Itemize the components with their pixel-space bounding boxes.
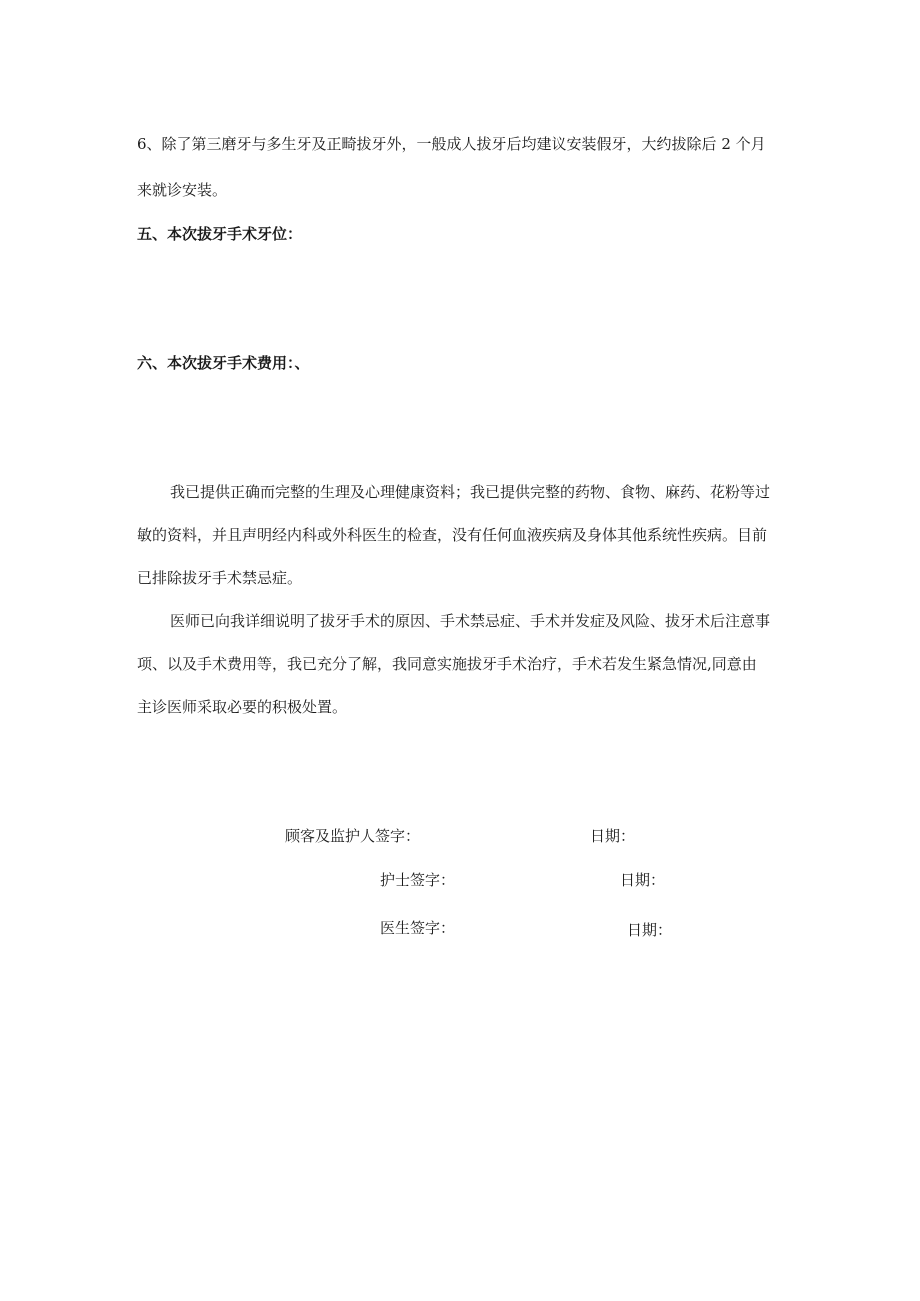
declaration-p1-line2: 敏的资料，并且声明经内科或外科医生的检查，没有任何血液疾病及身体其他系统性疾病。目前 xyxy=(137,526,768,544)
section5-heading: 五、本次拔牙手术牙位： xyxy=(137,225,303,243)
declaration-p2-line1: 医师已向我详细说明了拔牙手术的原因、手术禁忌症、手术并发症及风险、拔牙术后注意事 xyxy=(170,612,771,630)
nurse-date-label: 日期： xyxy=(620,871,666,889)
doctor-date-label: 日期： xyxy=(627,921,673,939)
item6-line2: 来就诊安装。 xyxy=(137,181,228,199)
nurse-signature-label: 护士签字： xyxy=(380,871,456,889)
section6-heading: 六、本次拔牙手术费用：、 xyxy=(137,354,310,372)
declaration-p2-line2: 项、以及手术费用等，我已充分了解，我同意实施拔牙手术治疗，手术若发生紧急情况,同意由 xyxy=(137,655,757,673)
doctor-signature-label: 医生签字： xyxy=(380,919,456,937)
patient-signature-label: 顾客及监护人签字： xyxy=(285,827,421,845)
item6-line1: 6、除了第三磨牙与多生牙及正畸拔牙外，一般成人拔牙后均建议安装假牙，大约拔除后 2 个月 xyxy=(137,135,766,153)
declaration-p1-line1: 我已提供正确而完整的生理及心理健康资料；我已提供完整的药物、食物、麻药、花粉等过 xyxy=(170,483,771,501)
patient-date-label: 日期： xyxy=(590,827,636,845)
declaration-p1-line3: 已排除拔牙手术禁忌症。 xyxy=(137,569,303,587)
declaration-p2-line3: 主诊医师采取必要的积极处置。 xyxy=(137,698,348,716)
